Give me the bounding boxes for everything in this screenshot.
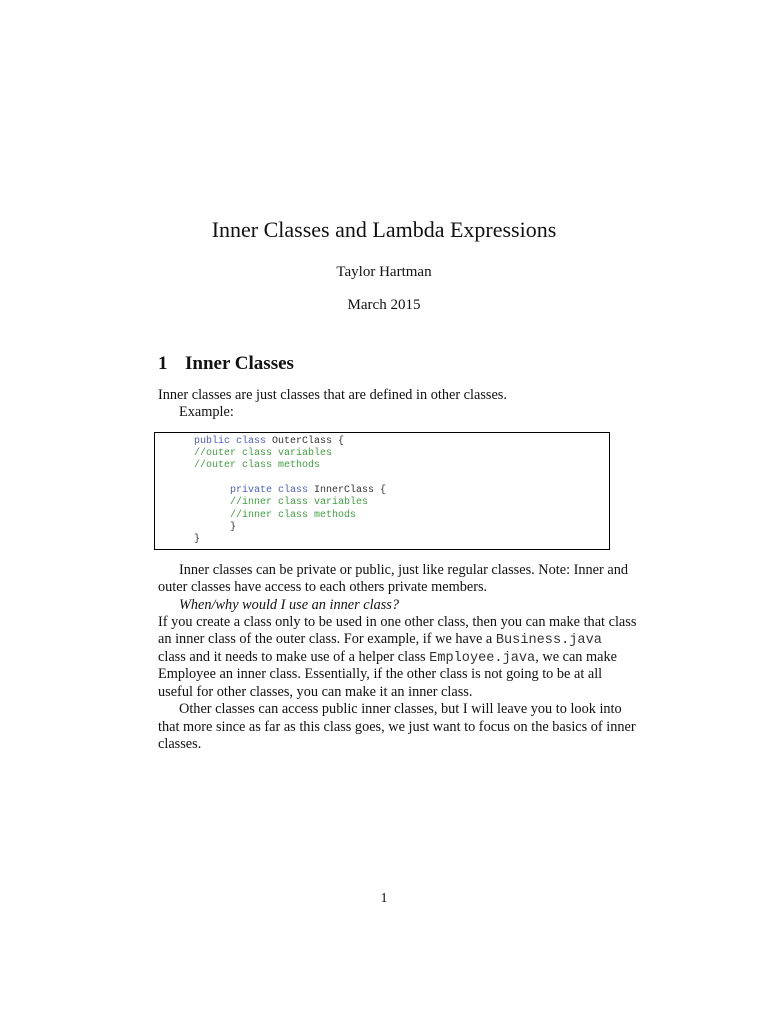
- paragraph-line: outer classes have access to each others private members.: [158, 579, 488, 595]
- code-line: }: [194, 534, 201, 545]
- inline-code: Employee.java: [429, 651, 536, 666]
- intro-paragraph: Inner classes are just classes that are defined in other classes.: [158, 387, 507, 403]
- example-label: Example:: [179, 404, 234, 420]
- code-comment: //inner class variables: [230, 497, 369, 508]
- code-line: }: [230, 522, 237, 533]
- paragraph-line: class and it needs to make use of a helper class Employee.java, we can make: [158, 649, 617, 666]
- document-title: Inner Classes and Lambda Expressions: [211, 217, 557, 242]
- section-title: Inner Classes: [185, 353, 294, 374]
- section-heading: [158, 352, 294, 376]
- paragraph-line: Employee an inner class. Essentially, if the other class is not going to be at all: [158, 666, 603, 682]
- code-line: public class OuterClass {: [194, 436, 345, 447]
- code-comment: //inner class methods: [230, 510, 357, 521]
- code-comment: //outer class methods: [194, 460, 321, 471]
- page-number: 1: [380, 891, 388, 906]
- paragraph-line: Other classes can access public inner classes, but I will leave you to look into: [179, 701, 622, 717]
- author: Taylor Hartman: [336, 264, 432, 280]
- paragraph-line: that more since as far as this class goes, we just want to focus on the basics of inner: [158, 719, 636, 735]
- paragraph-line: If you create a class only to be used in one other class, then you can make that class: [158, 614, 637, 630]
- question-heading: When/why would I use an inner class?: [179, 597, 399, 613]
- paragraph-line: an inner class of the outer class. For example, if we have a Business.java: [158, 631, 602, 648]
- code-comment: //outer class variables: [194, 448, 333, 459]
- code-line: private class InnerClass {: [230, 485, 387, 496]
- paragraph-line: useful for other classes, you can make it an inner class.: [158, 684, 473, 700]
- paragraph-line: Inner classes can be private or public, just like regular classes. Note: Inner and: [179, 562, 628, 578]
- date: March 2015: [347, 297, 421, 313]
- inline-code: Business.java: [495, 633, 602, 648]
- section-number: 1: [158, 353, 168, 374]
- paragraph-line: classes.: [158, 736, 202, 752]
